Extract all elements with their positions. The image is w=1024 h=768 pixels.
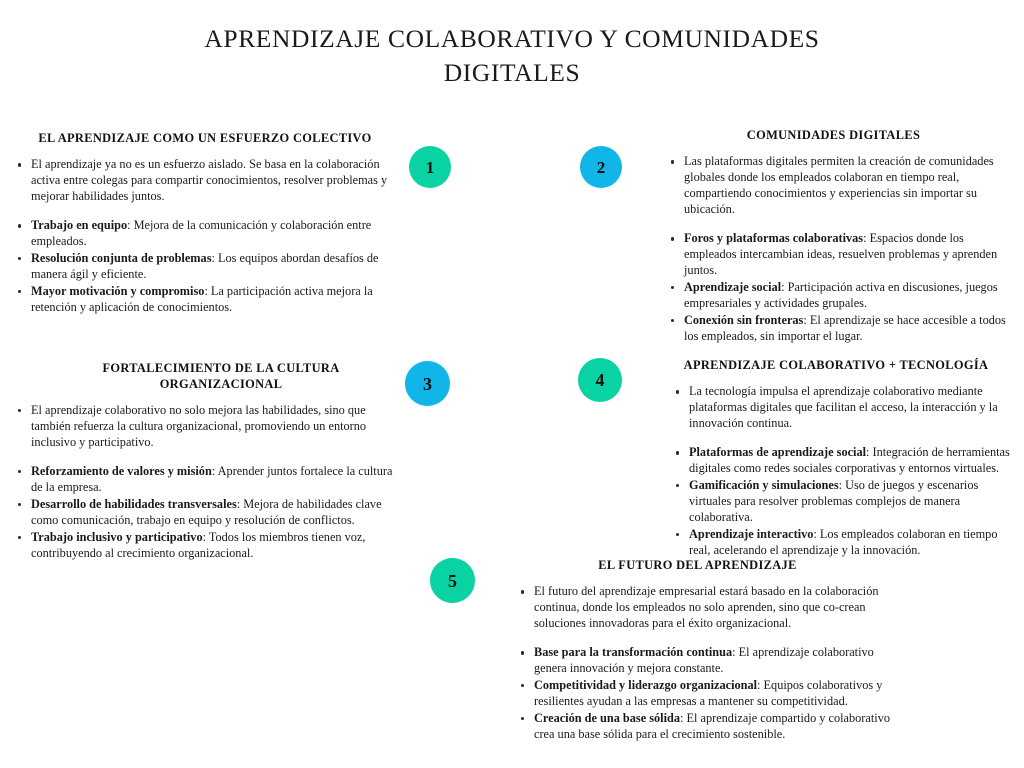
list-item-text: : Espacios donde los empleados intercambian ideas, resuelven problemas y aprenden juntos.	[684, 230, 998, 277]
list-item-text: : Los empleados colaboran en tiempo real, acelerando el aprendizaje y la innovación.	[689, 526, 998, 557]
list-item-term: Foros y plataformas colaborativas	[684, 230, 864, 245]
section-4-bullets	[672, 384, 1012, 559]
list-item-text: : La participación activa mejora la retención y aplicación de conocimientos.	[31, 283, 373, 314]
list-item-text: : El aprendizaje se hace accesible a todos los empleados, sin importar el lugar.	[684, 312, 1006, 343]
section-3-bullets	[14, 403, 399, 562]
list-item-term: Plataformas de aprendizaje social	[689, 444, 867, 459]
section-3	[14, 361, 399, 563]
list-item-term: Trabajo inclusivo y participativo	[31, 529, 203, 544]
list-item-text: : Uso de juegos y escenarios virtuales para resolver problemas complejos de manera colaborativa.	[689, 477, 979, 524]
list-item-text: : Integración de herramientas digitales como redes sociales corporativas y entornos virtuales.	[689, 444, 1010, 475]
list-item	[517, 678, 890, 710]
list-item-term: Trabajo en equipo	[31, 217, 128, 232]
step-badge-5: 5	[430, 558, 475, 603]
list-item: El aprendizaje ya no es un esfuerzo aislado. Se basa en la colaboración activa entre colegas para compartir conocimientos, resolver problemas y mejorar habilidades juntos.	[14, 157, 396, 205]
list-item	[667, 313, 1012, 345]
list-item-text: : Participación activa en discusiones, juegos empresariales y actividades grupales.	[684, 279, 998, 310]
step-badge-3: 3	[405, 361, 450, 406]
list-item-term: Desarrollo de habilidades transversales	[31, 496, 237, 511]
page-title: APRENDIZAJE COLABORATIVO Y COMUNIDADES DIGITALES	[204, 24, 820, 87]
list-item	[672, 527, 1012, 559]
step-badge-1: 1	[409, 146, 451, 188]
list-item	[672, 445, 1012, 477]
step-badge-4: 4	[578, 358, 622, 402]
section-2-bullets	[667, 154, 1012, 345]
list-item	[517, 711, 890, 743]
list-item-text: : Los equipos abordan desafíos de manera ágil y eficiente.	[31, 250, 379, 281]
list-item	[672, 478, 1012, 526]
step-badge-2: 2	[580, 146, 622, 188]
list-item-term: Aprendizaje interactivo	[689, 526, 814, 541]
list-item-text: : Equipos colaborativos y resilientes ayudan a las empresas a mantener su competitividad.	[534, 677, 883, 708]
list-item: El futuro del aprendizaje empresarial estará basado en la colaboración continua, donde los empleados no solo aprenden, sino que co-crean soluciones innovadoras para el éxito organizacional.	[517, 584, 890, 632]
list-item-term: Mayor motivación y compromiso	[31, 283, 205, 298]
section-2-heading: COMUNIDADES DIGITALES	[746, 128, 921, 142]
list-item	[14, 284, 396, 316]
list-item-text: : Mejora de habilidades clave como comunicación, trabajo en equipo y resolución de conflictos.	[31, 496, 382, 527]
list-item	[667, 231, 1012, 279]
list-item	[14, 530, 399, 562]
list-item-text: : El aprendizaje compartido y colaborativo crea una base sólida para el crecimiento sostenible.	[534, 710, 890, 741]
list-item	[14, 497, 399, 529]
list-item-term: Creación de una base sólida	[534, 710, 680, 725]
list-item-text: : Mejora de la comunicación y colaboración entre empleados.	[31, 217, 372, 248]
section-4-heading: APRENDIZAJE COLABORATIVO + TECNOLOGÍA	[683, 358, 989, 372]
section-5	[505, 558, 890, 744]
section-1-bullets	[14, 157, 396, 316]
list-item: El aprendizaje colaborativo no solo mejora las habilidades, sino que también refuerza la cultura organizacional, promoviendo un entorno inclusivo y participativo.	[14, 403, 399, 451]
list-item-term: Base para la transformación continua	[534, 644, 733, 659]
list-item-term: Competitividad y liderazgo organizacional	[534, 677, 758, 692]
list-item	[14, 464, 399, 496]
list-item-term: Resolución conjunta de problemas	[31, 250, 212, 265]
section-2	[655, 128, 1012, 346]
list-item	[517, 645, 890, 677]
section-4	[660, 358, 1012, 560]
list-item	[667, 280, 1012, 312]
list-item	[14, 218, 396, 250]
list-item-text: : Aprender juntos fortalece la cultura de la empresa.	[31, 463, 393, 494]
list-item	[14, 251, 396, 283]
list-item: Las plataformas digitales permiten la creación de comunidades globales donde los empleados colaboran en tiempo real, compartiendo conocimientos y experiencias sin importar su ubicación.	[667, 154, 1012, 218]
list-item-term: Aprendizaje social	[684, 279, 782, 294]
list-item-text: : Todos los miembros tienen voz, contribuyendo al crecimiento organizacional.	[31, 529, 366, 560]
list-item: La tecnología impulsa el aprendizaje colaborativo mediante plataformas digitales que facilitan el acceso, la interacción y la innovación continua.	[672, 384, 1012, 432]
list-item-term: Conexión sin fronteras	[684, 312, 804, 327]
list-item-text: : El aprendizaje colaborativo genera innovación y mejora constante.	[534, 644, 874, 675]
section-1-heading: EL APRENDIZAJE COMO UN ESFUERZO COLECTIVO	[38, 131, 372, 145]
list-item-term: Gamificación y simulaciones	[689, 477, 839, 492]
section-3-heading: FORTALECIMIENTO DE LA CULTURA ORGANIZACIONAL	[102, 361, 340, 391]
section-1	[14, 131, 396, 317]
list-item-term: Reforzamiento de valores y misión	[31, 463, 212, 478]
section-5-bullets	[517, 584, 890, 743]
section-5-heading: EL FUTURO DEL APRENDIZAJE	[598, 558, 797, 572]
